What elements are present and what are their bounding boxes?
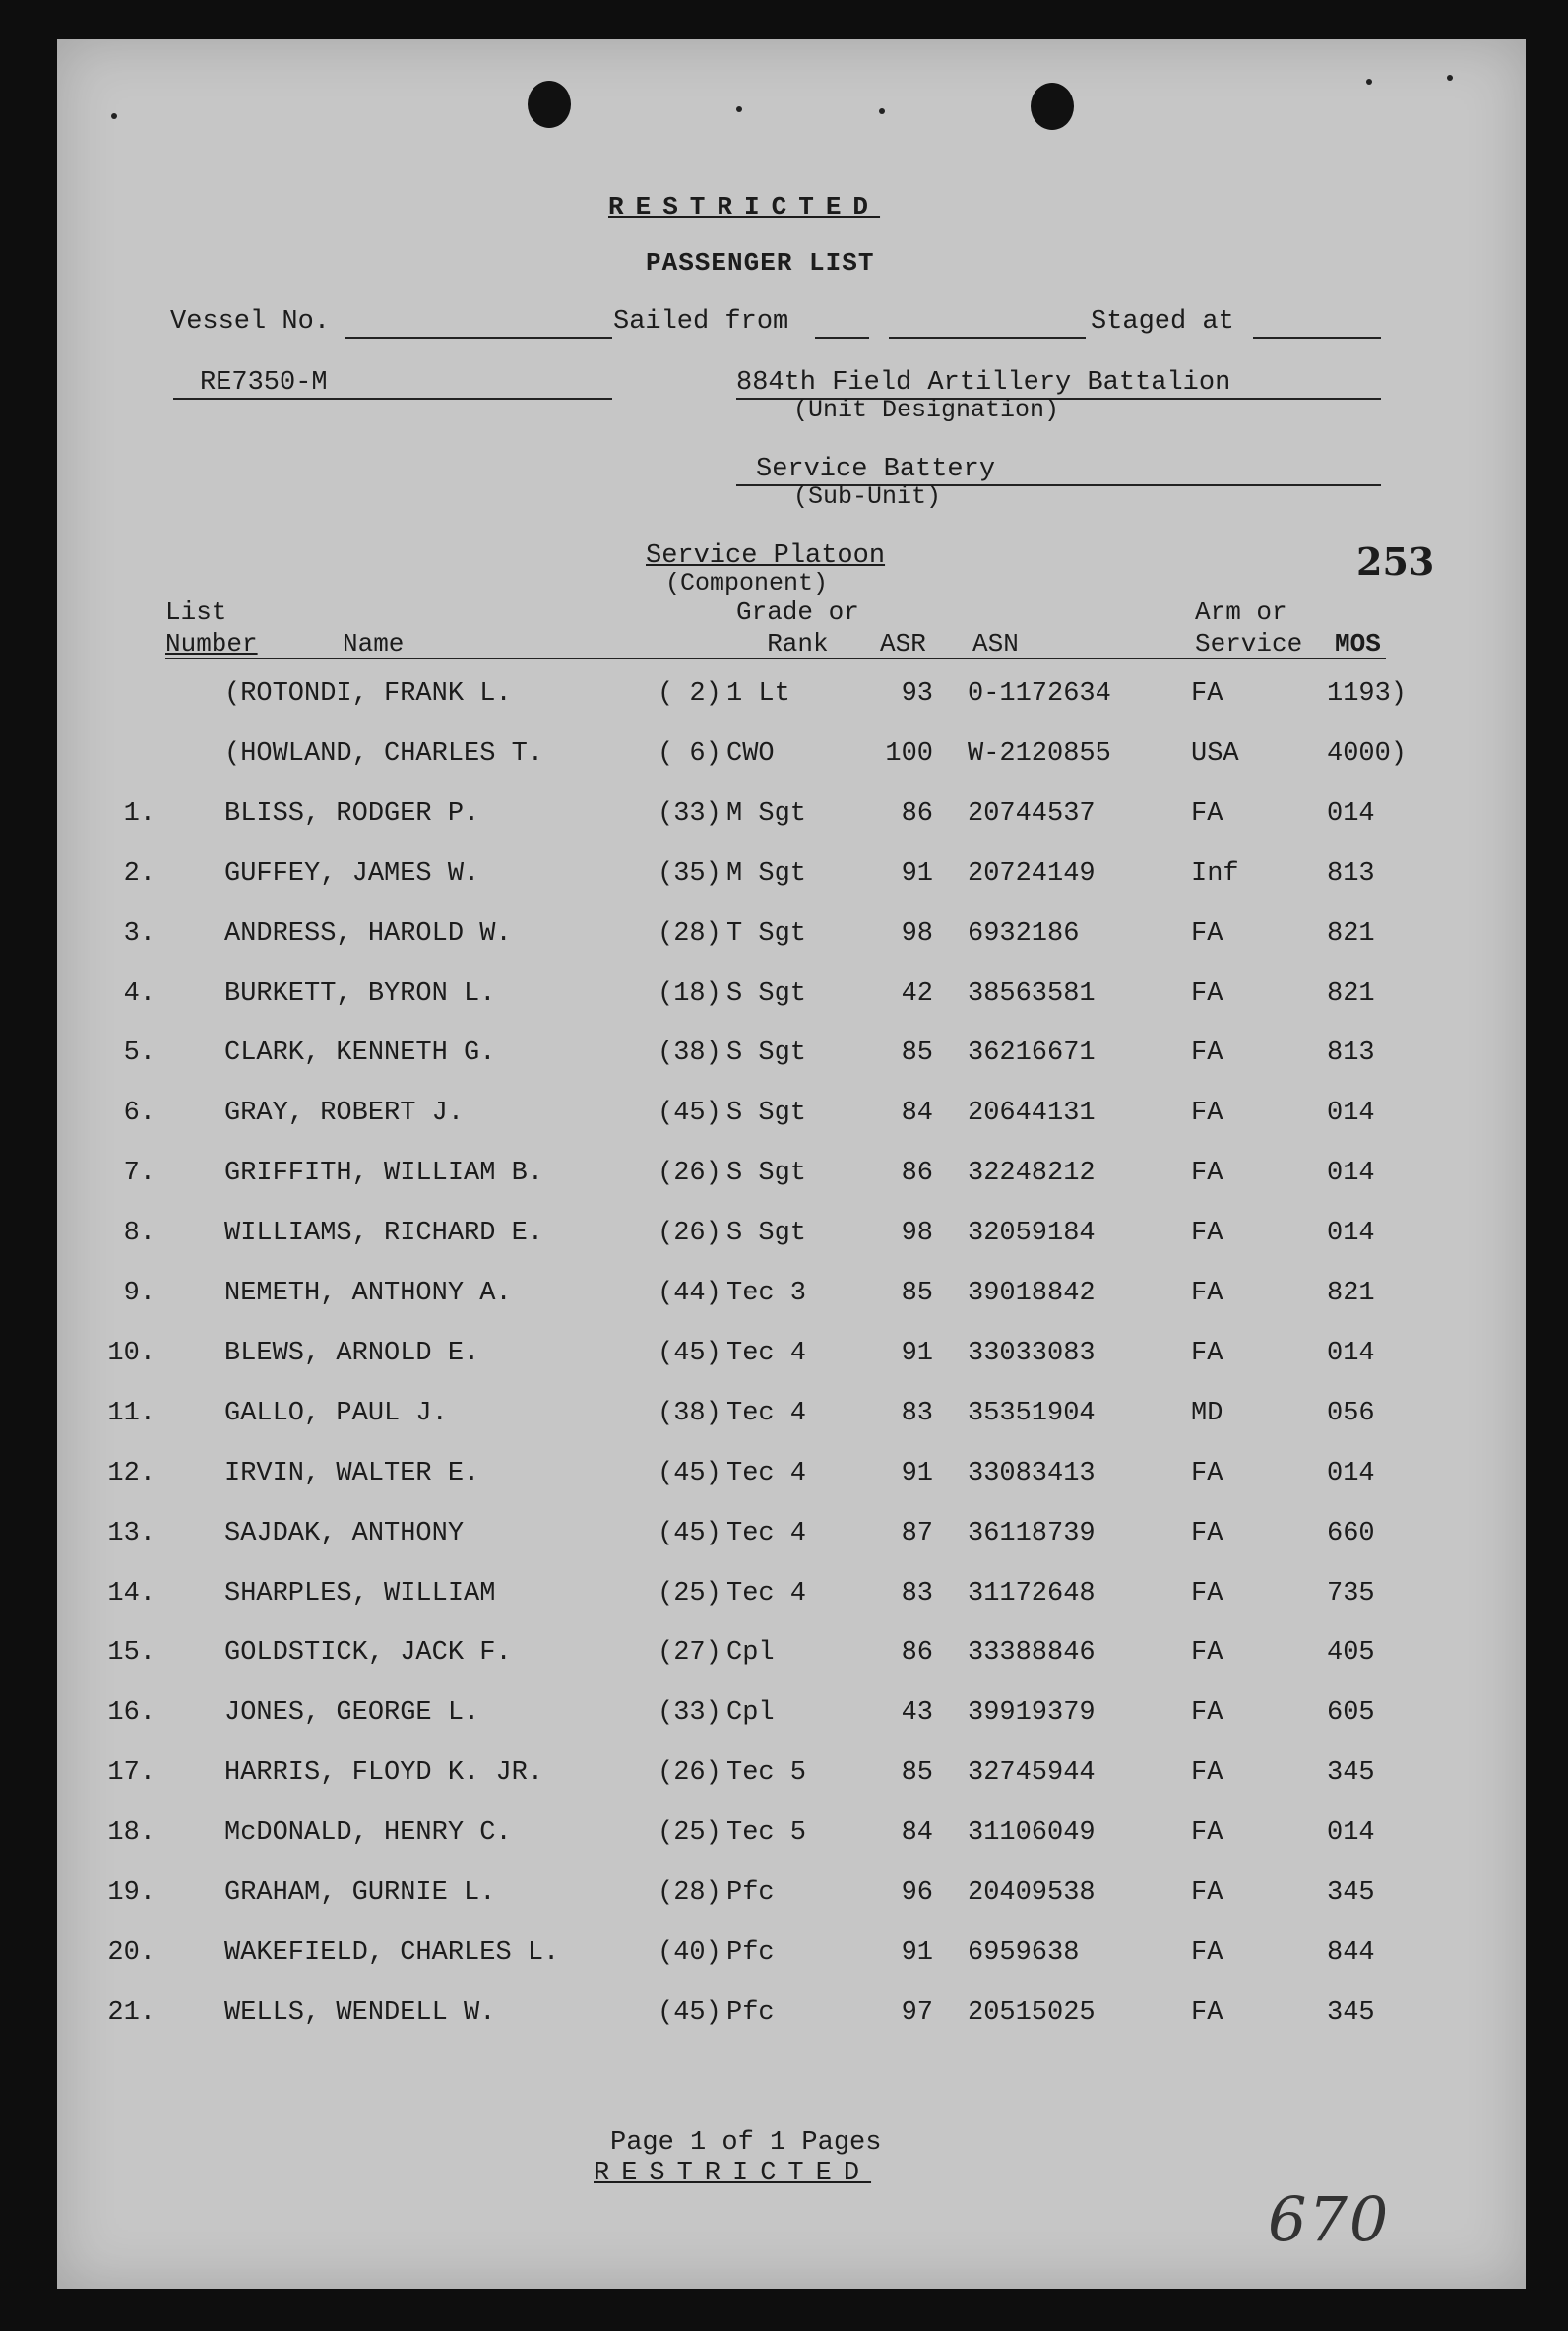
- col-list-number: List Number: [165, 598, 258, 659]
- cell-rank: Tec 5: [726, 1758, 807, 1788]
- cell-age: (45): [658, 1519, 721, 1548]
- cell-asr: 84: [901, 1818, 933, 1848]
- cell-asr: 91: [901, 1459, 933, 1488]
- cell-num: 15.: [107, 1638, 156, 1668]
- speck: [1447, 75, 1453, 81]
- cell-age: (38): [658, 1399, 721, 1428]
- table-row: [57, 1219, 1526, 1258]
- speck: [1366, 79, 1372, 85]
- cell-name: NEMETH, ANTHONY A.: [224, 1279, 512, 1308]
- cell-rank: Tec 4: [726, 1339, 807, 1368]
- cell-mos: 345: [1327, 1998, 1375, 2028]
- cell-asn: 20409538: [968, 1878, 1096, 1908]
- table-row: [57, 919, 1526, 959]
- table-row: [57, 979, 1526, 1019]
- cell-name: GOLDSTICK, JACK F.: [224, 1638, 512, 1668]
- cell-asr: 84: [901, 1099, 933, 1128]
- cell-mos: 1193): [1327, 679, 1408, 709]
- cell-rank: Pfc: [726, 1878, 775, 1908]
- cell-asr: 98: [901, 919, 933, 949]
- cell-age: (28): [658, 919, 721, 949]
- cell-rank: S Sgt: [726, 1219, 807, 1248]
- cell-age: (33): [658, 799, 721, 829]
- sailed-label: Sailed from: [613, 307, 789, 337]
- speck: [879, 108, 885, 114]
- cell-name: CLARK, KENNETH G.: [224, 1039, 496, 1068]
- cell-asr: 83: [901, 1579, 933, 1608]
- cell-age: (26): [658, 1758, 721, 1788]
- cell-num: 1.: [123, 799, 156, 829]
- document-title: PASSENGER LIST: [646, 248, 875, 278]
- cell-num: 3.: [123, 919, 156, 949]
- cell-rank: Tec 4: [726, 1459, 807, 1488]
- table-row: [57, 1039, 1526, 1078]
- cell-asn: 32745944: [968, 1758, 1096, 1788]
- sub-unit: Service Battery: [756, 455, 996, 484]
- cell-age: (45): [658, 1459, 721, 1488]
- cell-rank: Tec 4: [726, 1519, 807, 1548]
- cell-num: 17.: [107, 1758, 156, 1788]
- cell-rank: Tec 4: [726, 1399, 807, 1428]
- table-row: [57, 1099, 1526, 1138]
- cell-mos: 345: [1327, 1878, 1375, 1908]
- cell-rank: M Sgt: [726, 799, 807, 829]
- cell-rank: Pfc: [726, 1998, 775, 2028]
- cell-asn: 32248212: [968, 1159, 1096, 1188]
- cell-asn: 39919379: [968, 1698, 1096, 1728]
- cell-mos: 813: [1327, 1039, 1375, 1068]
- cell-asn: 36118739: [968, 1519, 1096, 1548]
- cell-name: BLISS, RODGER P.: [224, 799, 480, 829]
- cell-asn: 31172648: [968, 1579, 1096, 1608]
- cell-rank: Tec 3: [726, 1279, 807, 1308]
- cell-arm: FA: [1191, 1099, 1223, 1128]
- cell-asr: 87: [901, 1519, 933, 1548]
- cell-mos: 405: [1327, 1638, 1375, 1668]
- page-count: Page 1 of 1 Pages: [610, 2128, 882, 2158]
- cell-asr: 86: [901, 1159, 933, 1188]
- cell-mos: 014: [1327, 799, 1375, 829]
- cell-mos: 821: [1327, 1279, 1375, 1308]
- cell-asn: W-2120855: [968, 739, 1111, 769]
- cell-rank: Tec 4: [726, 1579, 807, 1608]
- cell-name: McDONALD, HENRY C.: [224, 1818, 512, 1848]
- cell-arm: USA: [1191, 739, 1239, 769]
- cell-num: 21.: [107, 1998, 156, 2028]
- cell-age: (25): [658, 1818, 721, 1848]
- cell-rank: Pfc: [726, 1938, 775, 1968]
- cell-num: 14.: [107, 1579, 156, 1608]
- cell-rank: CWO: [726, 739, 775, 769]
- cell-name: SAJDAK, ANTHONY: [224, 1519, 465, 1548]
- sailed-line-2: [889, 337, 1086, 339]
- cell-asn: 36216671: [968, 1039, 1096, 1068]
- vessel-line: [345, 337, 612, 339]
- cell-age: (33): [658, 1698, 721, 1728]
- cell-rank: Tec 5: [726, 1818, 807, 1848]
- cell-age: (26): [658, 1219, 721, 1248]
- table-row: [57, 1459, 1526, 1498]
- punch-hole-right: [1031, 83, 1074, 130]
- page-number: 253: [1356, 539, 1435, 584]
- cell-name: (ROTONDI, FRANK L.: [224, 679, 512, 709]
- component-caption: (Component): [665, 569, 829, 598]
- cell-asn: 0-1172634: [968, 679, 1111, 709]
- cell-asr: 86: [901, 1638, 933, 1668]
- table-row: [57, 1279, 1526, 1318]
- cell-age: (18): [658, 979, 721, 1009]
- col-mos: MOS: [1335, 629, 1381, 659]
- cell-name: GRAY, ROBERT J.: [224, 1099, 465, 1128]
- cell-num: 5.: [123, 1039, 156, 1068]
- cell-arm: FA: [1191, 1459, 1223, 1488]
- cell-name: SHARPLES, WILLIAM: [224, 1579, 496, 1608]
- table-row: [57, 679, 1526, 719]
- cell-age: (26): [658, 1159, 721, 1188]
- cell-age: (44): [658, 1279, 721, 1308]
- cell-mos: 014: [1327, 1159, 1375, 1188]
- cell-asr: 85: [901, 1039, 933, 1068]
- cell-asr: 86: [901, 799, 933, 829]
- table-row: [57, 1159, 1526, 1198]
- component: Service Platoon: [646, 541, 886, 571]
- cell-asn: 20744537: [968, 799, 1096, 829]
- cell-num: 8.: [123, 1219, 156, 1248]
- staged-label: Staged at: [1091, 307, 1234, 337]
- punch-hole-left: [528, 81, 571, 128]
- table-row: [57, 1878, 1526, 1918]
- cell-name: BLEWS, ARNOLD E.: [224, 1339, 480, 1368]
- cell-name: GALLO, PAUL J.: [224, 1399, 448, 1428]
- cell-arm: FA: [1191, 1638, 1223, 1668]
- cell-asn: 35351904: [968, 1399, 1096, 1428]
- cell-age: (25): [658, 1579, 721, 1608]
- cell-rank: 1 Lt: [726, 679, 790, 709]
- cell-asr: 91: [901, 859, 933, 889]
- cell-num: 18.: [107, 1818, 156, 1848]
- cell-mos: 660: [1327, 1519, 1375, 1548]
- cell-arm: FA: [1191, 1039, 1223, 1068]
- cell-asr: 98: [901, 1219, 933, 1248]
- cell-rank: M Sgt: [726, 859, 807, 889]
- table-row: [57, 1399, 1526, 1438]
- table-row: [57, 859, 1526, 899]
- cell-age: (27): [658, 1638, 721, 1668]
- col-grade: Grade or Rank: [736, 598, 859, 659]
- col-asn: ASN: [972, 629, 1019, 659]
- cell-num: 10.: [107, 1339, 156, 1368]
- cell-name: WAKEFIELD, CHARLES L.: [224, 1938, 560, 1968]
- cell-asn: 32059184: [968, 1219, 1096, 1248]
- document-page: [57, 39, 1526, 2289]
- cell-arm: FA: [1191, 1878, 1223, 1908]
- table-row: [57, 1938, 1526, 1978]
- cell-asr: 93: [901, 679, 933, 709]
- cell-rank: Cpl: [726, 1638, 775, 1668]
- cell-name: IRVIN, WALTER E.: [224, 1459, 480, 1488]
- cell-age: (38): [658, 1039, 721, 1068]
- cell-asn: 39018842: [968, 1279, 1096, 1308]
- cell-mos: 813: [1327, 859, 1375, 889]
- cell-name: GRAHAM, GURNIE L.: [224, 1878, 496, 1908]
- cell-asn: 20644131: [968, 1099, 1096, 1128]
- cell-rank: S Sgt: [726, 979, 807, 1009]
- cell-rank: T Sgt: [726, 919, 807, 949]
- cell-asn: 20724149: [968, 859, 1096, 889]
- cell-asr: 85: [901, 1758, 933, 1788]
- col-arm-service: Arm or Service: [1195, 598, 1303, 659]
- cell-name: GUFFEY, JAMES W.: [224, 859, 480, 889]
- cell-asn: 31106049: [968, 1818, 1096, 1848]
- cell-arm: FA: [1191, 1579, 1223, 1608]
- cell-name: WILLIAMS, RICHARD E.: [224, 1219, 544, 1248]
- cell-asn: 38563581: [968, 979, 1096, 1009]
- cell-arm: FA: [1191, 1938, 1223, 1968]
- cell-arm: FA: [1191, 799, 1223, 829]
- cell-name: JONES, GEORGE L.: [224, 1698, 480, 1728]
- table-row: [57, 739, 1526, 779]
- cell-mos: 844: [1327, 1938, 1375, 1968]
- cell-age: (28): [658, 1878, 721, 1908]
- table-row: [57, 1698, 1526, 1737]
- cell-arm: FA: [1191, 1818, 1223, 1848]
- cell-arm: FA: [1191, 1159, 1223, 1188]
- cell-age: ( 2): [658, 679, 721, 709]
- cell-name: BURKETT, BYRON L.: [224, 979, 496, 1009]
- handwritten-number: 670: [1268, 2183, 1391, 2255]
- table-row: [57, 1339, 1526, 1378]
- cell-mos: 014: [1327, 1818, 1375, 1848]
- restricted-top: RESTRICTED: [608, 192, 881, 221]
- cell-asr: 91: [901, 1938, 933, 1968]
- cell-name: HARRIS, FLOYD K. JR.: [224, 1758, 544, 1788]
- cell-mos: 014: [1327, 1459, 1375, 1488]
- cell-num: 9.: [123, 1279, 156, 1308]
- cell-arm: FA: [1191, 919, 1223, 949]
- speck: [736, 106, 742, 112]
- cell-arm: FA: [1191, 1698, 1223, 1728]
- table-row: [57, 1519, 1526, 1558]
- cell-num: 4.: [123, 979, 156, 1009]
- cell-num: 7.: [123, 1159, 156, 1188]
- cell-mos: 014: [1327, 1219, 1375, 1248]
- cell-mos: 605: [1327, 1698, 1375, 1728]
- cell-arm: FA: [1191, 1219, 1223, 1248]
- cell-arm: FA: [1191, 1339, 1223, 1368]
- cell-num: 12.: [107, 1459, 156, 1488]
- cell-mos: 056: [1327, 1399, 1375, 1428]
- cell-arm: MD: [1191, 1399, 1223, 1428]
- vessel-label: Vessel No.: [170, 307, 331, 337]
- cell-asr: 43: [901, 1698, 933, 1728]
- sailed-line-1: [815, 337, 869, 339]
- table-row: [57, 1638, 1526, 1677]
- table-row: [57, 1818, 1526, 1858]
- cell-rank: Cpl: [726, 1698, 775, 1728]
- cell-mos: 014: [1327, 1099, 1375, 1128]
- cell-rank: S Sgt: [726, 1099, 807, 1128]
- cell-mos: 821: [1327, 919, 1375, 949]
- cell-age: ( 6): [658, 739, 721, 769]
- restricted-bottom: RESTRICTED: [594, 2159, 872, 2188]
- cell-name: GRIFFITH, WILLIAM B.: [224, 1159, 544, 1188]
- cell-arm: FA: [1191, 1758, 1223, 1788]
- table-row: [57, 1758, 1526, 1797]
- cell-mos: 014: [1327, 1339, 1375, 1368]
- cell-arm: Inf: [1191, 859, 1239, 889]
- col-asr: ASR: [880, 629, 926, 659]
- cell-age: (45): [658, 1099, 721, 1128]
- cell-age: (40): [658, 1938, 721, 1968]
- cell-num: 11.: [107, 1399, 156, 1428]
- cell-asn: 33033083: [968, 1339, 1096, 1368]
- cell-asn: 33388846: [968, 1638, 1096, 1668]
- cell-age: (45): [658, 1339, 721, 1368]
- unit-caption: (Unit Designation): [793, 396, 1060, 424]
- cell-mos: 821: [1327, 979, 1375, 1009]
- cell-name: (HOWLAND, CHARLES T.: [224, 739, 544, 769]
- cell-asr: 96: [901, 1878, 933, 1908]
- cell-num: 13.: [107, 1519, 156, 1548]
- cell-name: WELLS, WENDELL W.: [224, 1998, 496, 2028]
- table-row: [57, 799, 1526, 839]
- cell-rank: S Sgt: [726, 1039, 807, 1068]
- vessel-number: RE7350-M: [200, 368, 328, 398]
- cell-arm: FA: [1191, 1279, 1223, 1308]
- cell-asn: 6932186: [968, 919, 1080, 949]
- cell-arm: FA: [1191, 1519, 1223, 1548]
- cell-asr: 100: [885, 739, 933, 769]
- speck: [111, 113, 117, 119]
- cell-asn: 33083413: [968, 1459, 1096, 1488]
- cell-asr: 85: [901, 1279, 933, 1308]
- cell-age: (45): [658, 1998, 721, 2028]
- cell-arm: FA: [1191, 1998, 1223, 2028]
- cell-asn: 20515025: [968, 1998, 1096, 2028]
- cell-asr: 97: [901, 1998, 933, 2028]
- cell-asr: 83: [901, 1399, 933, 1428]
- cell-num: 20.: [107, 1938, 156, 1968]
- cell-num: 19.: [107, 1878, 156, 1908]
- unit-designation: 884th Field Artillery Battalion: [736, 368, 1231, 398]
- staged-line: [1253, 337, 1381, 339]
- table-row: [57, 1998, 1526, 2038]
- cell-num: 16.: [107, 1698, 156, 1728]
- cell-num: 2.: [123, 859, 156, 889]
- cell-asr: 42: [901, 979, 933, 1009]
- cell-num: 6.: [123, 1099, 156, 1128]
- cell-mos: 4000): [1327, 739, 1408, 769]
- cell-arm: FA: [1191, 679, 1223, 709]
- vessel-number-line: [173, 398, 612, 400]
- cell-rank: S Sgt: [726, 1159, 807, 1188]
- cell-age: (35): [658, 859, 721, 889]
- cell-arm: FA: [1191, 979, 1223, 1009]
- sub-unit-caption: (Sub-Unit): [793, 482, 942, 511]
- cell-mos: 735: [1327, 1579, 1375, 1608]
- cell-mos: 345: [1327, 1758, 1375, 1788]
- cell-asr: 91: [901, 1339, 933, 1368]
- col-name: Name: [343, 629, 405, 659]
- cell-asn: 6959638: [968, 1938, 1080, 1968]
- header-rule: [165, 658, 1386, 659]
- cell-name: ANDRESS, HAROLD W.: [224, 919, 512, 949]
- table-row: [57, 1579, 1526, 1618]
